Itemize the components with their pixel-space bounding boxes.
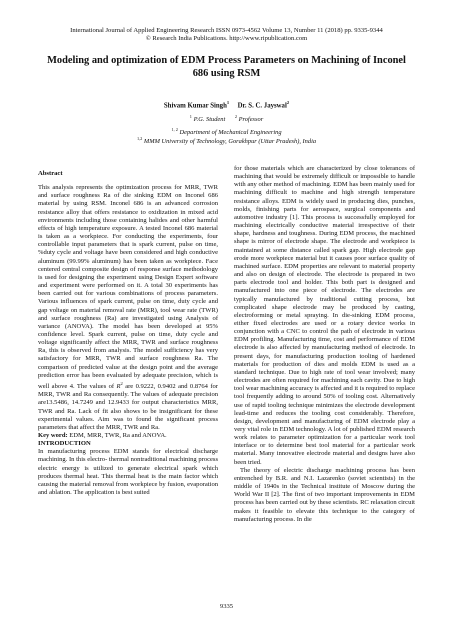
paper-title: Modeling and optimization of EDM Process Parameters on Machining of Inconel 686 using RSM bbox=[47, 55, 406, 79]
abstract-text bbox=[38, 184, 218, 432]
introduction-text: In manufacturing process EDM stands for electrical discharge machining. In this electro- thermal nontraditional machining process electric energy is utilized to generate electrical spark which produces thermal heat. This thermal heat is the main factor which causing the material removal from workpiece by fusion, evaporation and ablation. The application is best suited bbox=[38, 448, 218, 497]
r-squared-exponent: 2 bbox=[120, 380, 123, 386]
page-number: 9335 bbox=[219, 603, 234, 610]
author-name: Shivam Kumar Singh bbox=[163, 102, 227, 110]
body-paragraph: for those materials which are characterized by close tolerances of machining that would be extremely difficult or impossible to handle with any other method of machining. EDM has been mainly used for machining difficult to machine and high strength temperature resistance alloys. EDM is widely used in producing dies, punches, molds, finishing parts for aerospace, surgical components and automotive industry [1]. This process is successfully employed for machining electrically conductive material irrespective of their shape, hardness and toughness. During EDM process, the machined shape is mirror of electrode shape. The electrode and workpiece is maintained at some distance called spark gap. High electrode gap erode more workpiece material but it causes poor surface quality of machined surface. EDM properties are relevant to material property and also on design of electrode. The electrode is prepared in two parts electrode tool and holder. This both part is designed and manufactured into one piece of electrode. The electrodes are typically manufactured by traditional cutting process, but complicated shape electrode may be produced by casting, electroforming or metal spraying. In die-sinking EDM process, either fixed electrodes are used or a rotary device works in conjunction with a CNC to control the path of electrode in various EDM profiling. Manufacturing time, cost and performance of EDM electrode is also affected by manufacturing method of electrode. In present days, for manufacturing production tooling of hardened materials for production of dies and molds EDM is used as a standard technique. Due to high rate of tool wear involved; many electrodes are often required for machining each cavity. Due to high tool wear machining accuracy is affected and it is required to replace tool frequently adding to around 50% of tooling cost. Alternatively use of rapid tooling technique minimizes the electrode development lead-time and reduces the tooling cost considerably. Therefore, design, development and manufacturing of EDM electrode play a very vital role in EDM technology. A lot of published EDM research work relates to parameter optimization for a particular work tool interface or to determine best tool material for a particular work material. Many innovative electrode material and designs have also been tried. bbox=[234, 165, 415, 466]
keywords-text: EDM, MRR, TWR, Ra and ANOVA. bbox=[67, 432, 167, 440]
journal-header bbox=[0, 27, 453, 43]
role-index: 1 bbox=[189, 114, 192, 119]
affiliation-university bbox=[0, 135, 453, 146]
keywords-label: Key word: bbox=[38, 432, 68, 440]
abstract-text-part1: This analysis represents the optimization process for MRR, TWR and surface roughness Ra of die sinking EDM on Inconel 686 material by using RSM. Inconel 686 is an advanced corrosion resistance alloy that offers resistance to oxidization in mixed acid environments including those containing halides and other harmful effects of high temperature exposure. A tested Inconel 686 material is taken as a workpiece. For conducting the experiments, four controllable input parameters that is spark current, pulse on time, %duty cycle and voltage have been considered and high conductive aluminum (99.99% aluminum) has been taken as workpiece. Face centered central composite design of response surface methodology is used for designing the experiment using Design Expert software and experiment were performed on it. A total 30 experiments has been carried out for various combinations of process parameters. Various influences of spark current, pulse on time, duty cycle and gap voltage on material removal rate (MRR), tool wear rate (TWR) and surface roughness (Ra) are investigated using Analysis of variance (ANOVA). The model has been developed at 95% confidence level. Spark current, pulse on time, duty cycle and voltage significantly affect the MRR, TWR and surface roughness Ra, this is observed from analysis. The model sufficiency has very satisfactory for MRR, TWR and surface roughness Ra. The comparison of predicted value at the design point and the average prediction error has been evaluated by adequate precision, which is well above 4. The values of bbox=[38, 184, 218, 391]
author-name: Dr. S. C. Jayswal bbox=[237, 102, 287, 110]
role-index: 2 bbox=[234, 114, 237, 119]
keywords bbox=[38, 432, 218, 440]
abstract-text-part2: are 0.9222, 0.9402 and 0.8764 for MRR, TWR and Ra consequently. The values of adequate precision are13.5486, 14.7249 and 12.9433 for output characteristics MRR, TWR and Ra. Lack of fit also shows to be insignificant for these experimental values. Aim was to found the significant process parameters that affect the MRR, TWR and Ra. bbox=[38, 383, 218, 431]
right-column bbox=[234, 165, 415, 524]
affiliation-text: MMM University of Technology, Gorakhpur (Uttar Pradesh), India bbox=[143, 138, 317, 146]
author-roles bbox=[0, 113, 453, 124]
r-squared-symbol: R bbox=[116, 383, 121, 391]
author-index: 1 bbox=[226, 100, 230, 105]
author-index: 2 bbox=[286, 100, 290, 105]
journal-publisher: © Research India Publications. http://www.ripublication.com bbox=[145, 35, 308, 42]
abstract-heading: Abstract bbox=[38, 170, 63, 177]
journal-citation: International Journal of Applied Engineering Research ISSN 0973-4562 Volume 13, Number 11 (2018) pp. 9335-9344 bbox=[70, 27, 383, 34]
author-list bbox=[0, 99, 453, 110]
author-role: Professor bbox=[238, 116, 264, 124]
author-role: P.G. Student bbox=[193, 116, 226, 124]
introduction-heading: INTRODUCTION bbox=[38, 440, 91, 448]
affiliation-text: Department of Mechanical Engineering bbox=[179, 129, 282, 137]
affiliation-index: 1,2 bbox=[136, 136, 143, 141]
body-paragraph: The theory of electric discharge machining process has been entrenched by B.R. and N.I. Lazarenko (soviet scientists) in the middle of 1940s in the Technical institute of Moscow during the World War II [2]. The first of two important improvements in EDM process has been carried out by these scientists. RC relaxation circuit makes it feasible to elevate this technique to the category of manufacturing process. In die bbox=[234, 466, 415, 523]
left-column bbox=[38, 170, 218, 497]
affiliation-index: 1, 2 bbox=[171, 127, 178, 132]
